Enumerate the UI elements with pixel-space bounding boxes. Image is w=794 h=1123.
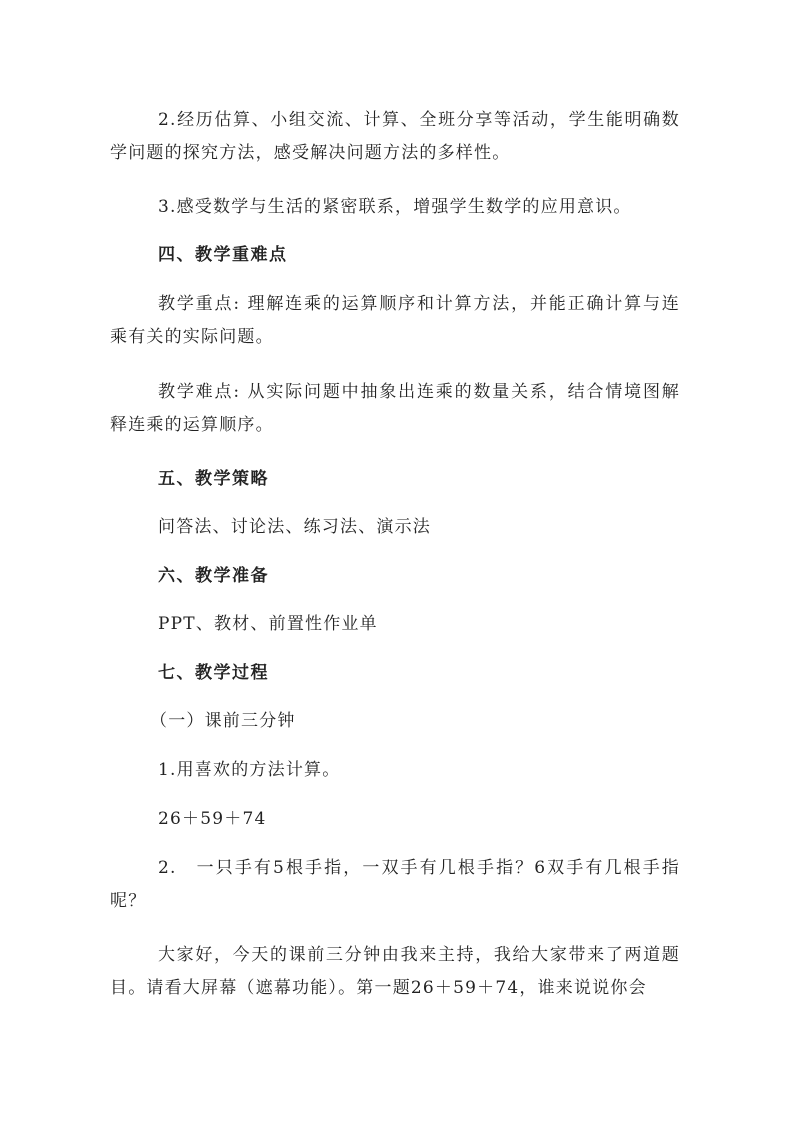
- heading-preparation: 六、教学准备: [158, 566, 269, 586]
- heading-strategy: 五、教学策略: [158, 469, 269, 489]
- key-point-paragraph: 教学重点: 理解连乘的运算顺序和计算方法，并能正确计算与连乘有关的实际问题。: [110, 294, 680, 347]
- item-1-text: 1.用喜欢的方法计算。: [158, 760, 341, 780]
- heading-process: 七、教学过程: [158, 663, 269, 683]
- heading-key-points: 四、教学重难点: [158, 245, 288, 265]
- intro-paragraph: 大家好，今天的课前三分钟由我来主持，我给大家带来了两道题目。请看大屏幕（遮幕功能）。第一题26＋59＋74，谁来说说你会: [110, 945, 680, 998]
- goal-3-paragraph: 3.感受数学与生活的紧密联系，增强学生数学的应用意识。: [158, 197, 632, 217]
- goal-2-paragraph: 2.经历估算、小组交流、计算、全班分享等活动，学生能明确数学问题的探究方法，感受解决问题方法的多样性。: [110, 110, 680, 163]
- strategy-text: 问答法、讨论法、练习法、演示法: [158, 517, 431, 537]
- item-2-paragraph: 2. 一只手有5根手指，一双手有几根手指？6双手有几根手指呢？: [110, 858, 680, 911]
- expression-text: 26＋59＋74: [158, 809, 267, 829]
- preparation-text: PPT、教材、前置性作业单: [158, 614, 378, 634]
- subheading-pre-class: （一）课前三分钟: [150, 711, 296, 731]
- difficult-point-paragraph: 教学难点: 从实际问题中抽象出连乘的数量关系，结合情境图解释连乘的运算顺序。: [110, 382, 680, 435]
